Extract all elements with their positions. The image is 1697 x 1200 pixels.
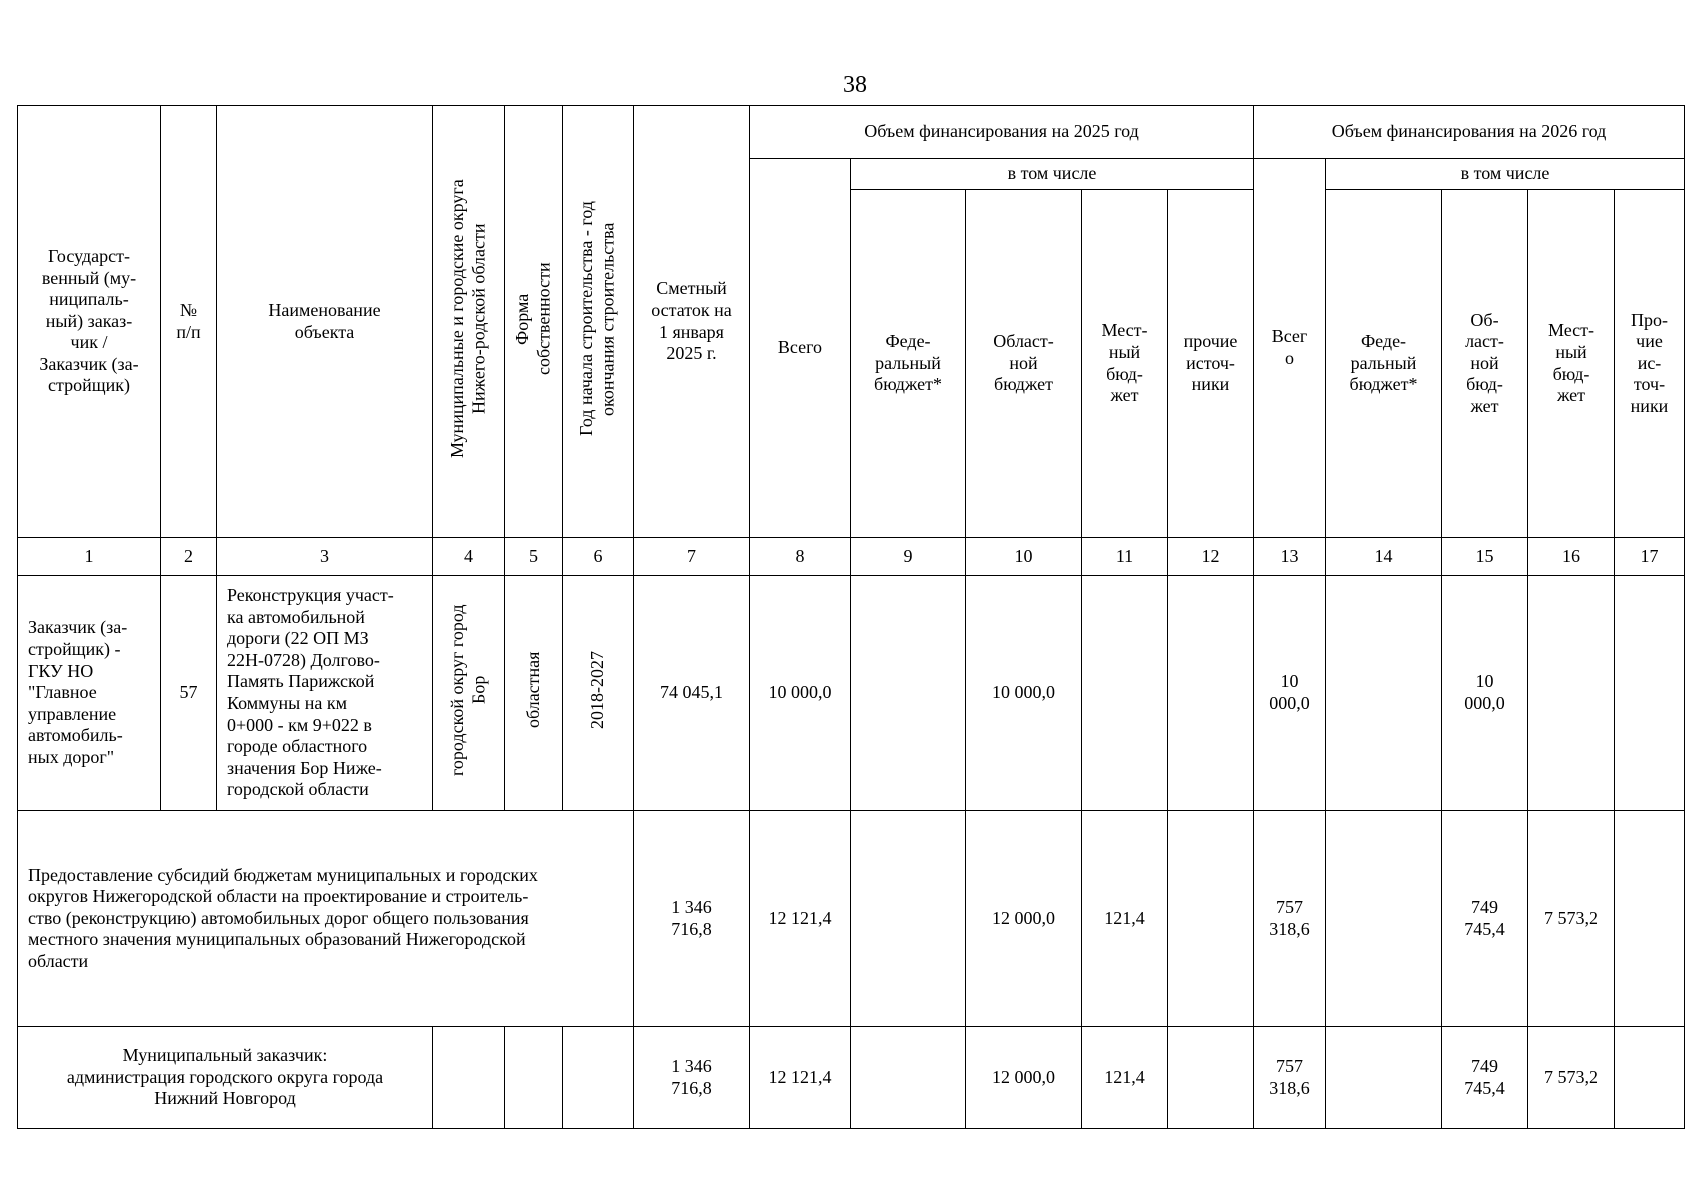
subsidy-total-2026: 757 318,6 [1254,811,1326,1027]
header-customer: Государст- венный (му- ниципаль- ный) заказ- чик / Заказчик (за- стройщик) [18,106,161,538]
object-regional-2025: 10 000,0 [966,576,1082,811]
table-row-municipal [18,1027,1685,1129]
subsidy-local-2025: 121,4 [1082,811,1168,1027]
header-local-2025: Мест- ный бюд- жет [1082,190,1168,538]
municipal-total-2025: 12 121,4 [750,1027,851,1129]
column-number: 14 [1326,538,1442,576]
subsidy-balance: 1 346 716,8 [634,811,750,1027]
header-incl-2026: в том числе [1326,159,1685,190]
column-number: 16 [1528,538,1615,576]
object-total-2026: 10 000,0 [1254,576,1326,811]
municipal-empty-4 [433,1027,505,1129]
object-other-2025 [1168,576,1254,811]
header-ownership: Форма собственности [511,262,554,375]
column-number: 10 [966,538,1082,576]
municipal-federal-2026 [1326,1027,1442,1129]
municipal-empty-6 [563,1027,634,1129]
column-number: 7 [634,538,750,576]
column-number: 3 [217,538,433,576]
object-local-2026 [1528,576,1615,811]
subsidy-total-2025: 12 121,4 [750,811,851,1027]
object-balance: 74 045,1 [634,576,750,811]
header-other-2026: Про- чие ис- точ- ники [1615,190,1685,538]
header-ownership-cell [505,106,563,538]
object-local-2025 [1082,576,1168,811]
object-ownership-cell [505,576,563,811]
page-number: 38 [843,72,867,98]
object-municipality: городской округ город Бор [446,604,489,776]
municipal-federal-2025 [851,1027,966,1129]
header-group-2025: Объем финансирования на 2025 год [750,106,1254,159]
object-name: Реконструкция участ- ка автомобильной дороги (22 ОП МЗ 22Н-0728) Долгово- Память Парижской Коммуны на км 0+000 - км 9+022 в городе областного значения Бор Ниже- городской области [217,576,433,811]
header-years: Год начала строительства - год окончания строительства [576,201,618,437]
subsidy-regional-2026: 749 745,4 [1442,811,1528,1027]
header-object-name: Наименование объекта [217,106,433,538]
object-number: 57 [161,576,217,811]
column-number: 4 [433,538,505,576]
municipal-empty-5 [505,1027,563,1129]
header-years-cell [563,106,634,538]
column-numbers-row [18,538,1685,576]
header-number: № п/п [161,106,217,538]
column-number: 2 [161,538,217,576]
header-regional-2025: Област- ной бюджет [966,190,1082,538]
municipal-total-2026: 757 318,6 [1254,1027,1326,1129]
table-row-subsidy [18,811,1685,1027]
column-number: 8 [750,538,851,576]
header-total-2025: Всего [750,159,851,538]
header-local-2026: Мест- ный бюд- жет [1528,190,1615,538]
header-incl-2025: в том числе [851,159,1254,190]
column-number: 11 [1082,538,1168,576]
header-total-2026: Всег о [1254,159,1326,538]
subsidy-description: Предоставление субсидий бюджетам муниципальных и городских округов Нижегородской области на проектирование и строитель- ство (реконструкцию) автомобильных дорог общего пользования местного значения муниципальных образований Нижегородской области [18,811,634,1027]
column-number: 9 [851,538,966,576]
header-group-2026: Объем финансирования на 2026 год [1254,106,1685,159]
object-municipality-cell [433,576,505,811]
object-years-cell [563,576,634,811]
financing-table [17,105,1685,1129]
municipal-other-2025 [1168,1027,1254,1129]
object-years: 2018-2027 [587,651,608,730]
object-total-2025: 10 000,0 [750,576,851,811]
municipal-regional-2025: 12 000,0 [966,1027,1082,1129]
column-number: 12 [1168,538,1254,576]
table-row-object [18,576,1685,811]
header-federal-2025: Феде- ральный бюджет* [851,190,966,538]
header-row-groups [18,106,1685,159]
subsidy-federal-2025 [851,811,966,1027]
header-balance: Сметный остаток на 1 января 2025 г. [634,106,750,538]
header-other-2025: прочие источ- ники [1168,190,1254,538]
object-regional-2026: 10 000,0 [1442,576,1528,811]
municipal-local-2025: 121,4 [1082,1027,1168,1129]
subsidy-other-2025 [1168,811,1254,1027]
object-federal-2026 [1326,576,1442,811]
header-municipality: Муниципальные и городские округа Нижего-родской области [446,179,489,459]
column-number: 6 [563,538,634,576]
municipal-other-2026 [1615,1027,1685,1129]
column-number: 13 [1254,538,1326,576]
column-number: 15 [1442,538,1528,576]
header-federal-2026: Феде- ральный бюджет* [1326,190,1442,538]
header-regional-2026: Об- ласт- ной бюд- жет [1442,190,1528,538]
subsidy-other-2026 [1615,811,1685,1027]
object-customer: Заказчик (за- стройщик) - ГКУ НО "Главное управление автомобиль- ных дорог" [18,576,161,811]
column-number: 5 [505,538,563,576]
subsidy-regional-2025: 12 000,0 [966,811,1082,1027]
municipal-local-2026: 7 573,2 [1528,1027,1615,1129]
municipal-regional-2026: 749 745,4 [1442,1027,1528,1129]
subsidy-local-2026: 7 573,2 [1528,811,1615,1027]
object-federal-2025 [851,576,966,811]
object-ownership: областная [522,651,543,729]
column-number: 1 [18,538,161,576]
object-other-2026 [1615,576,1685,811]
municipal-customer: Муниципальный заказчик: администрация городского округа города Нижний Новгород [18,1027,433,1129]
municipal-balance: 1 346 716,8 [634,1027,750,1129]
header-municipality-cell [433,106,505,538]
column-number: 17 [1615,538,1685,576]
subsidy-federal-2026 [1326,811,1442,1027]
